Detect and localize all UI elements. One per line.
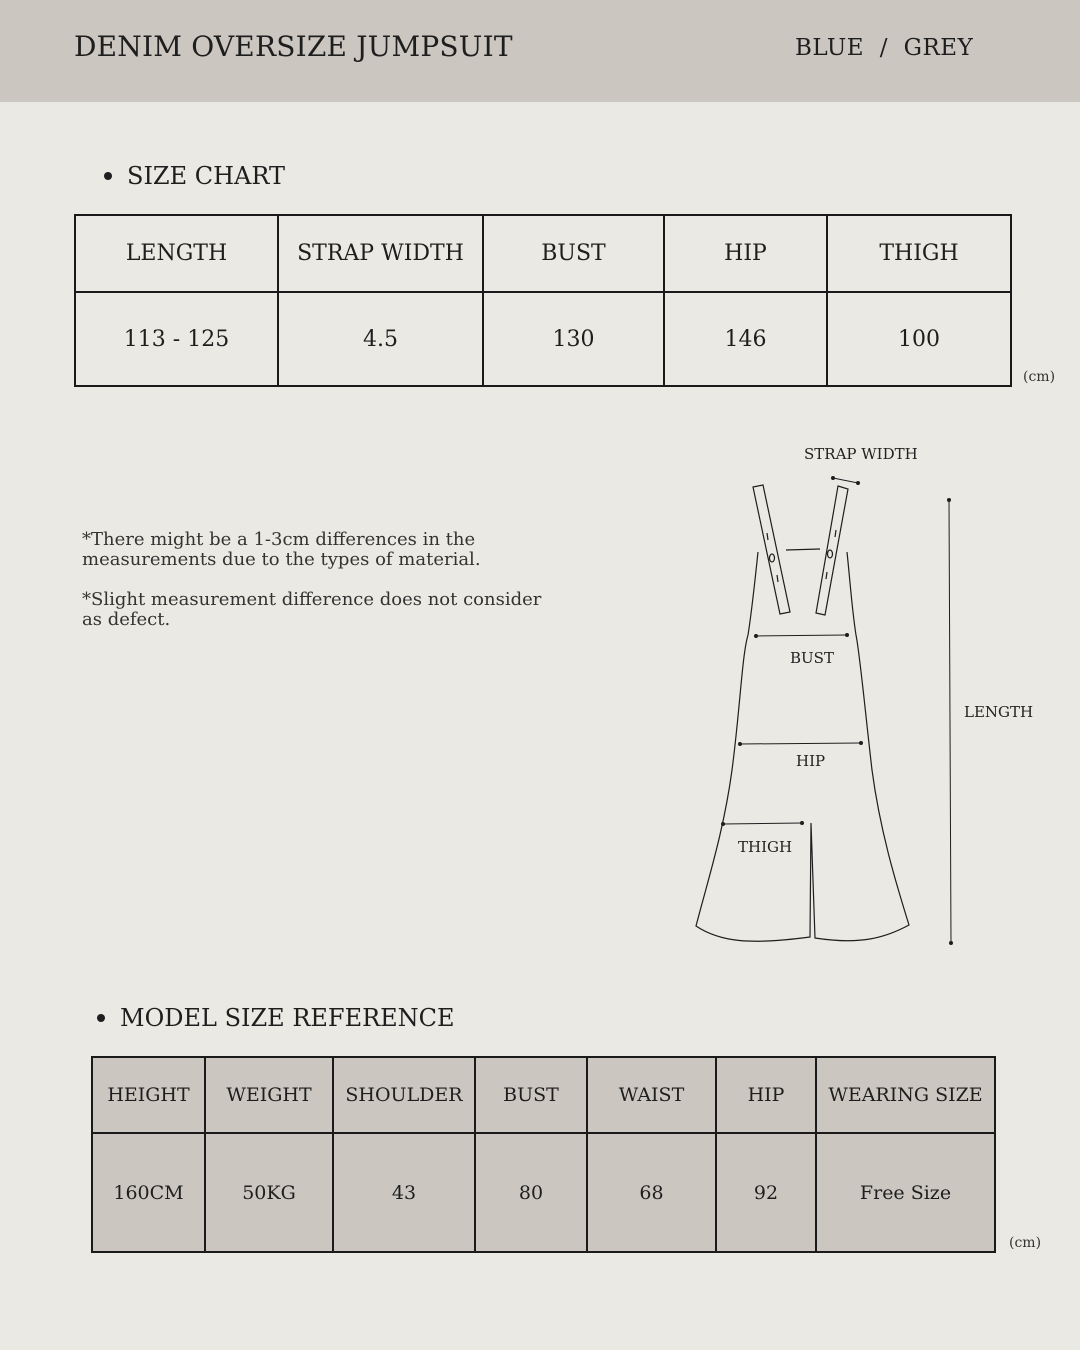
model-reference-title: MODEL SIZE REFERENCE <box>120 1004 455 1032</box>
table-header-row <box>75 215 1011 292</box>
thigh-label: THIGH <box>738 838 793 856</box>
size-chart-heading <box>104 162 285 190</box>
table-cell: 68 <box>587 1133 716 1252</box>
header-bar <box>0 0 1080 102</box>
bullet-icon <box>97 1014 105 1022</box>
bust-label: BUST <box>790 649 834 667</box>
table-cell: Free Size <box>816 1133 995 1252</box>
table-cell: 100 <box>827 292 1011 386</box>
table-row <box>92 1133 995 1252</box>
table-header-cell: BUST <box>475 1057 587 1133</box>
table-cell: 113 - 125 <box>75 292 278 386</box>
table-cell: 4.5 <box>278 292 483 386</box>
color-options: BLUE / GREY <box>795 35 974 61</box>
table-row <box>75 292 1011 386</box>
table-header-cell: WAIST <box>587 1057 716 1133</box>
table-header-cell: SHOULDER <box>333 1057 475 1133</box>
note-defect: *Slight measurement difference does not consider as defect. <box>82 589 542 630</box>
length-label: LENGTH <box>964 703 1034 721</box>
table-cell: 50KG <box>205 1133 333 1252</box>
table-header-cell: HIP <box>664 215 827 292</box>
size-chart-title: SIZE CHART <box>127 162 286 190</box>
table-cell: 146 <box>664 292 827 386</box>
table-cell: 160CM <box>92 1133 205 1252</box>
table-header-cell: WEIGHT <box>205 1057 333 1133</box>
model-reference-unit: (cm) <box>1009 1235 1042 1251</box>
table-cell: 92 <box>716 1133 816 1252</box>
hip-label: HIP <box>796 752 826 770</box>
size-chart-table <box>74 214 1012 387</box>
table-header-cell: WEARING SIZE <box>816 1057 995 1133</box>
table-cell: 80 <box>475 1133 587 1252</box>
table-header-cell: BUST <box>483 215 664 292</box>
table-header-row <box>92 1057 995 1133</box>
note-material-difference: *There might be a 1-3cm differences in the measurements due to the types of material. <box>82 529 481 570</box>
table-header-cell: HEIGHT <box>92 1057 205 1133</box>
size-chart-unit: (cm) <box>1023 369 1056 385</box>
table-header-cell: THIGH <box>827 215 1011 292</box>
strap-width-label: STRAP WIDTH <box>804 445 918 463</box>
table-header-cell: STRAP WIDTH <box>278 215 483 292</box>
product-title: DENIM OVERSIZE JUMPSUIT <box>74 30 513 63</box>
bullet-icon <box>104 172 112 180</box>
table-cell: 130 <box>483 292 664 386</box>
jumpsuit-diagram <box>680 430 1060 960</box>
table-header-cell: LENGTH <box>75 215 278 292</box>
table-cell: 43 <box>333 1133 475 1252</box>
model-size-table <box>91 1056 996 1253</box>
model-reference-heading <box>97 1004 455 1032</box>
table-header-cell: HIP <box>716 1057 816 1133</box>
